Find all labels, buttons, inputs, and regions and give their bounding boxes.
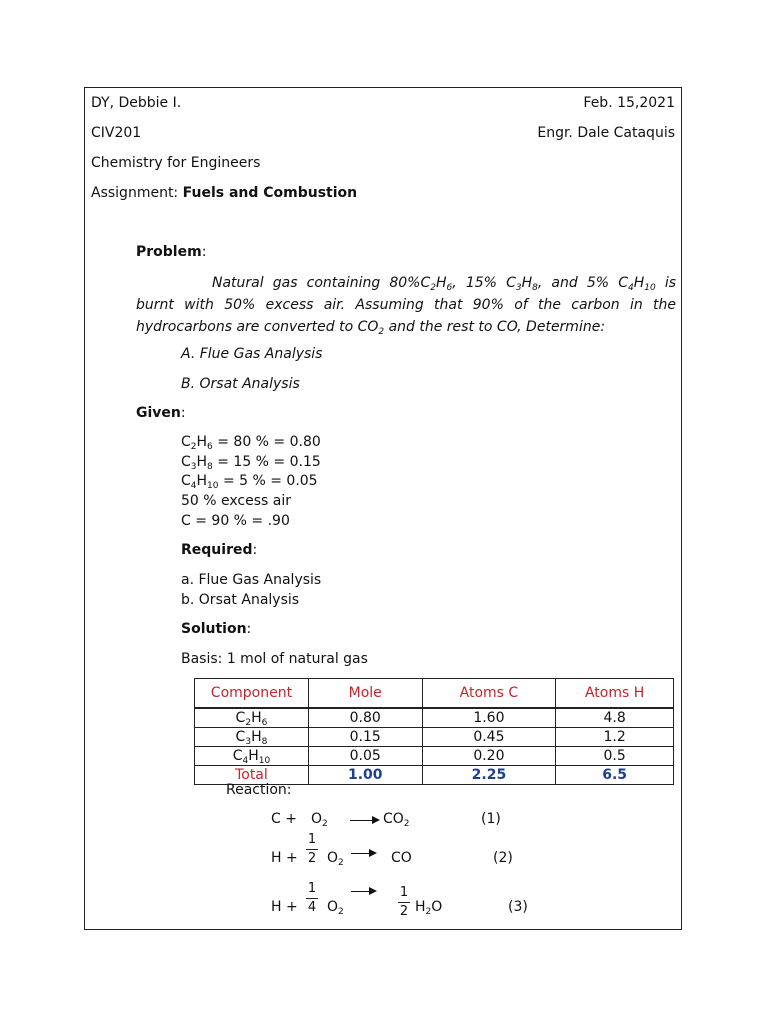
reaction-3-number: (3): [508, 899, 528, 915]
reaction-1-product: $CO_2$: [383, 811, 410, 829]
formula-c3h8: $C_3H_8$: [506, 275, 538, 293]
course-code: CIV201: [91, 125, 142, 141]
assignment-title: Fuels and Combustion: [182, 185, 358, 201]
given-line: $C_3H_8 = 15$ % = 0.15: [181, 454, 321, 472]
document-page: [84, 87, 682, 930]
column-header: Atoms C: [422, 679, 556, 709]
problem-item-a: A. Flue Gas Analysis: [181, 346, 323, 362]
reaction-2-o2: $O_2$: [327, 850, 344, 868]
reaction-2-number: (2): [493, 850, 513, 866]
basis-line: Basis: 1 mol of natural gas: [181, 651, 368, 667]
reaction-arrow-icon: [351, 891, 375, 892]
formula-co2: $CO_2$: [357, 319, 385, 337]
table-row: [195, 747, 674, 766]
total-mole: 1.00: [308, 766, 422, 785]
table-row: [195, 728, 674, 747]
reaction-1-number: (1): [481, 811, 501, 827]
atoms-h-cell: 0.5: [556, 747, 674, 766]
given-line: $C_2H_6 = 80$ % = 0.80: [181, 434, 321, 452]
problem-heading: Problem:: [136, 244, 207, 260]
instructor-name: Engr. Dale Cataquis: [537, 125, 675, 141]
formula-c2h6: $C_2H_6$: [420, 275, 453, 293]
component-cell: $C_3H_8$: [195, 728, 309, 747]
reaction-arrow-icon: [350, 820, 378, 821]
component-cell: $C_4H_{10}$: [195, 747, 309, 766]
total-label: Total: [195, 766, 309, 785]
atoms-c-cell: 0.45: [422, 728, 556, 747]
reaction-1-lhs: C +: [271, 811, 297, 827]
assignment-label: Assignment:: [91, 185, 179, 201]
formula-c4h10: $C_4H_{10}$: [618, 275, 656, 293]
column-header: Component: [195, 679, 309, 709]
component-cell: $C_2H_6$: [195, 708, 309, 728]
reaction-2-product: CO: [391, 850, 412, 866]
table-header-row: [195, 679, 674, 709]
mole-cell: 0.15: [308, 728, 422, 747]
component-table: [194, 678, 674, 785]
column-header: Mole: [308, 679, 422, 709]
reaction-3-fraction: 1 4: [307, 881, 317, 915]
total-atoms-h: 6.5: [556, 766, 674, 785]
column-header: Atoms H: [556, 679, 674, 709]
table-row: [195, 708, 674, 728]
atoms-h-cell: 1.2: [556, 728, 674, 747]
reaction-3-lhs: H +: [271, 899, 298, 915]
date: Feb. 15,2021: [583, 95, 675, 111]
problem-item-b: B. Orsat Analysis: [181, 376, 300, 392]
problem-statement: Natural gas containing $80\%C_2H_6$, 15% $C_3H_8$, and 5% $C_4H_{10}$ is burnt with 50% excess air. Assuming that 90% of the carbon in the hydrocarbons are converted to $CO_2$ and the rest to CO, Determine:: [136, 275, 677, 337]
given-line: C = 90 % = .90: [181, 513, 290, 529]
reaction-3-product: $H_2O$: [415, 899, 443, 917]
atoms-c-cell: 0.20: [422, 747, 556, 766]
total-atoms-c: 2.25: [422, 766, 556, 785]
mole-cell: 0.05: [308, 747, 422, 766]
reaction-3-product-fraction: 1 2: [399, 885, 409, 919]
required-heading: Required:: [181, 542, 258, 558]
reaction-2-lhs: H +: [271, 850, 298, 866]
required-item-b: b. Orsat Analysis: [181, 592, 300, 608]
reaction-3-o2: $O_2$: [327, 899, 344, 917]
mole-cell: 0.80: [308, 708, 422, 728]
required-item-a: a. Flue Gas Analysis: [181, 572, 322, 588]
atoms-h-cell: 4.8: [556, 708, 674, 728]
given-heading: Given:: [136, 405, 186, 421]
reaction-arrow-icon: [351, 853, 375, 854]
reaction-2-fraction: 1 2: [307, 832, 317, 866]
reaction-1-o2: $O_2$: [311, 811, 328, 829]
student-name: DY, Debbie I.: [91, 95, 182, 111]
reaction-label: Reaction:: [226, 782, 292, 798]
given-line: $C_4H_{10} = 5$ % = 0.05: [181, 473, 318, 491]
course-title: Chemistry for Engineers: [91, 155, 261, 171]
solution-heading: Solution:: [181, 621, 252, 637]
given-line: 50 % excess air: [181, 493, 291, 509]
atoms-c-cell: 1.60: [422, 708, 556, 728]
assignment-line: [91, 184, 357, 202]
